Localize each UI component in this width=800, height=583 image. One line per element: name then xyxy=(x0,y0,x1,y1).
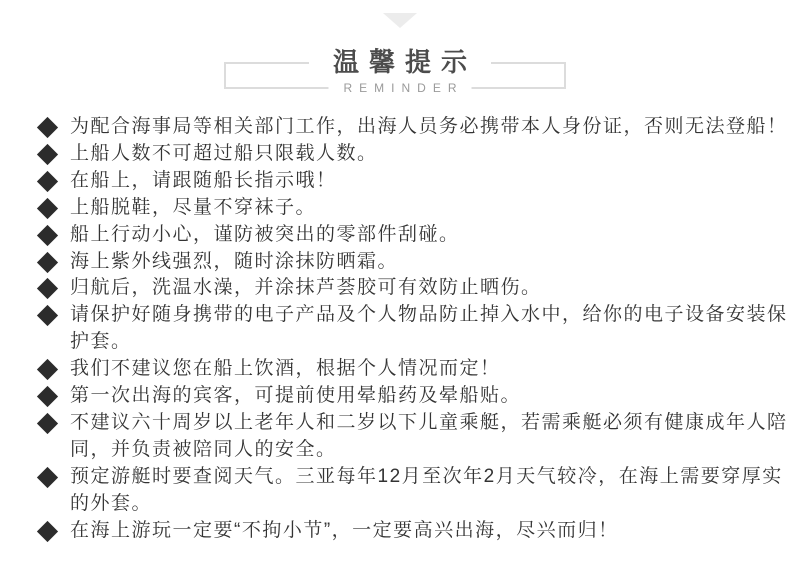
diamond-bullet-icon xyxy=(37,386,58,407)
list-item xyxy=(36,464,783,518)
diamond-bullet-icon xyxy=(37,117,58,138)
list-item xyxy=(36,141,776,168)
tip-text: 第一次出海的宾客，可提前使用晕船药及晕船贴。 xyxy=(70,385,522,407)
list-item xyxy=(36,222,776,249)
list-item xyxy=(36,114,788,141)
tip-text: 不建议六十周岁以上老年人和二岁以下儿童乘艇，若需乘艇必须有健康成年人陪 同，并负责被陪同人的安全。 xyxy=(70,411,788,460)
diamond-bullet-icon xyxy=(37,251,58,272)
page-title: 温馨提示 xyxy=(309,48,491,76)
list-item xyxy=(36,302,788,356)
diamond-bullet-icon xyxy=(37,144,58,165)
diamond-bullet-icon xyxy=(37,305,58,326)
diamond-bullet-icon xyxy=(37,359,58,380)
diamond-bullet-icon xyxy=(37,225,58,246)
list-item xyxy=(36,410,788,464)
list-item xyxy=(36,195,776,222)
tip-text: 上船脱鞋，尽量不穿袜子。 xyxy=(70,196,317,218)
list-item xyxy=(36,275,776,302)
tip-text: 预定游艇时要查阅天气。三亚每年12月至次年2月天气较冷，在海上需要穿厚实 的外套。 xyxy=(70,465,783,514)
list-item xyxy=(36,518,776,545)
tip-text: 请保护好随身携带的电子产品及个人物品防止掉入水中，给你的电子设备安装保 护套。 xyxy=(70,304,788,353)
list-item xyxy=(36,356,776,383)
tip-text: 海上紫外线强烈，随时涂抹防晒霜。 xyxy=(70,250,399,272)
diamond-bullet-icon xyxy=(37,467,58,488)
diamond-bullet-icon xyxy=(37,413,58,434)
page-subtitle: REMINDER xyxy=(328,81,471,96)
diamond-bullet-icon xyxy=(37,171,58,192)
tips-list xyxy=(36,114,788,545)
tip-text: 在海上游玩一定要“不拘小节”，一定要高兴出海，尽兴而归！ xyxy=(70,519,619,541)
diamond-bullet-icon xyxy=(37,198,58,219)
tip-text: 为配合海事局等相关部门工作，出海人员务必携带本人身份证，否则无法登船！ xyxy=(70,116,788,137)
list-item xyxy=(36,383,776,410)
list-item xyxy=(36,168,776,195)
list-item xyxy=(36,249,776,276)
tip-text: 我们不建议您在船上饮酒，根据个人情况而定！ xyxy=(70,358,501,380)
tip-text: 归航后，洗温水澡，并涂抹芦荟胶可有效防止晒伤。 xyxy=(70,277,542,299)
down-triangle-icon xyxy=(383,13,417,28)
tip-text: 上船人数不可超过船只限载人数。 xyxy=(70,142,378,164)
diamond-bullet-icon xyxy=(37,520,58,541)
diamond-bullet-icon xyxy=(37,278,58,299)
tip-text: 船上行动小心，谨防被突出的零部件刮碰。 xyxy=(70,223,460,245)
tip-text: 在船上，请跟随船长指示哦！ xyxy=(70,169,337,191)
